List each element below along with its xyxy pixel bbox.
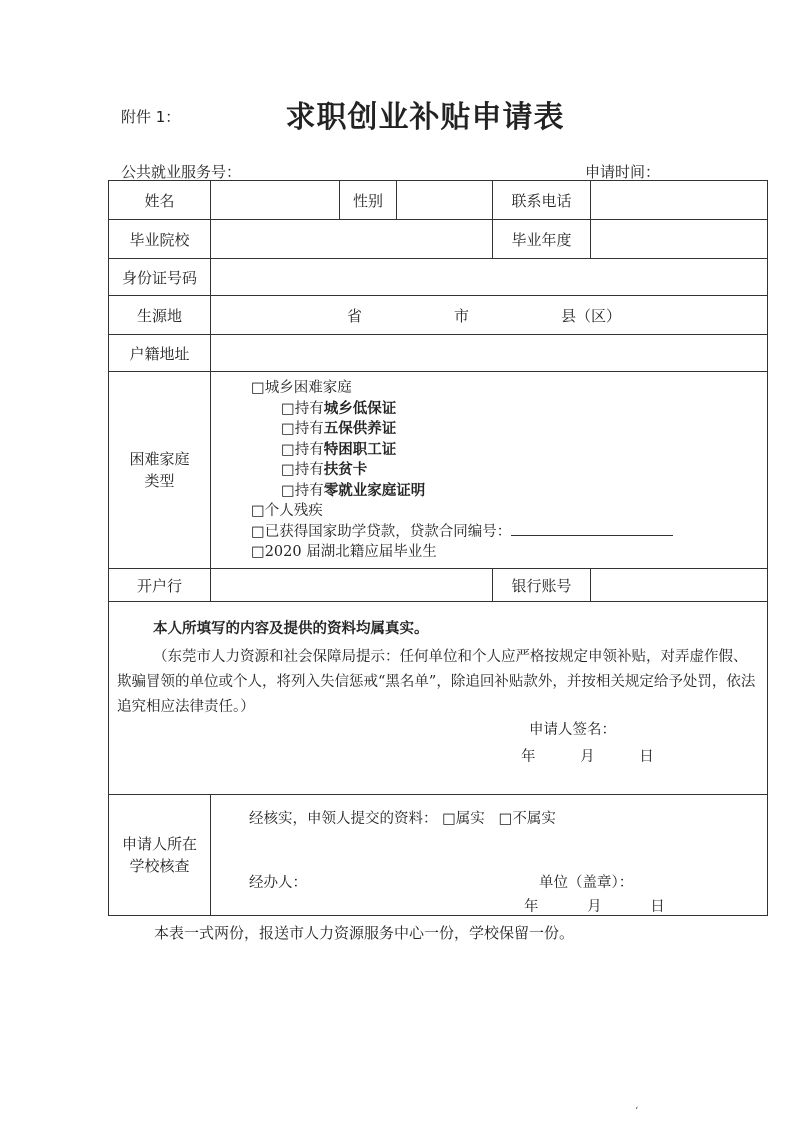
- loan-contract-blank[interactable]: [511, 523, 673, 536]
- declaration-statement: 本人所填写的内容及提供的资料均属真实。: [153, 620, 429, 637]
- verification-line: 经核实，申领人提交的资料： □属实 □不属实: [249, 811, 556, 827]
- phone-label: 联系电话: [493, 181, 591, 220]
- id-number-label: 身份证号码: [109, 259, 211, 296]
- household-field[interactable]: [211, 335, 768, 372]
- id-number-field[interactable]: [211, 259, 768, 296]
- footer-note: 本表一式两份，报送市人力资源服务中心一份，学校保留一份。: [154, 924, 575, 942]
- checkbox-student-loan[interactable]: □已获得国家助学贷款，贷款合同编号：: [251, 522, 767, 543]
- unit-stamp-label: 单位（盖章）：: [539, 875, 634, 891]
- checkbox-fupin[interactable]: □持有扶贫卡: [281, 461, 368, 478]
- checkbox-dibao[interactable]: □持有城乡低保证: [281, 399, 397, 417]
- origin-field[interactable]: [211, 296, 768, 335]
- name-label: 姓名: [109, 181, 211, 220]
- apply-time-label: 申请时间：: [585, 163, 661, 181]
- checkbox-wubao[interactable]: □持有五保供养证: [281, 420, 397, 437]
- school-check-label: 申请人所在 学校核查: [109, 795, 211, 916]
- grad-year-field[interactable]: [591, 220, 768, 259]
- account-field[interactable]: [591, 569, 768, 602]
- checkbox-hubei-graduate[interactable]: □2020 届湖北籍应届毕业生: [251, 544, 437, 560]
- phone-field[interactable]: [591, 181, 768, 220]
- checkbox-false[interactable]: □不属实: [498, 811, 556, 827]
- account-label: 银行账号: [493, 569, 591, 602]
- gender-label: 性别: [340, 181, 397, 220]
- bank-field[interactable]: [211, 569, 493, 602]
- school-field[interactable]: [211, 220, 493, 259]
- service-number-label: 公共就业服务号：: [121, 163, 242, 181]
- checkbox-disabled[interactable]: □个人残疾: [251, 503, 323, 519]
- county-label: 县（区）: [560, 306, 621, 325]
- school-check-section: [211, 795, 768, 916]
- applicant-signature-label[interactable]: 申请人签名：: [529, 722, 616, 738]
- checkbox-urban-rural[interactable]: □城乡困难家庭: [251, 380, 352, 396]
- name-field[interactable]: [211, 181, 340, 220]
- attachment-label: 附件 1：: [121, 108, 181, 126]
- checkbox-true[interactable]: □属实: [442, 811, 485, 827]
- stray-mark: ‘: [635, 1106, 639, 1117]
- page-title: 求职创业补贴申请表: [285, 100, 565, 135]
- verification-date: 年 月 日: [524, 899, 665, 915]
- grad-year-label: 毕业年度: [493, 220, 591, 259]
- bank-label: 开户行: [109, 569, 211, 602]
- gender-field[interactable]: [397, 181, 493, 220]
- declaration-notice: （东莞市人力资源和社会保障局提示：任何单位和个人应严格按规定申领补贴，对弄虚作假、欺骗冒领的单位或个人，将列入失信惩戒“黑名单”，除追回补贴款外，并按相关规定给予处罚，依法追究相应法律责任。）: [117, 649, 756, 715]
- checkbox-lingjiuye[interactable]: □持有零就业家庭证明: [281, 481, 426, 499]
- origin-label: 生源地: [109, 296, 211, 335]
- application-form: [108, 180, 768, 916]
- hardship-type-label: 困难家庭 类型: [109, 372, 211, 569]
- checkbox-tekun[interactable]: □持有特困职工证: [281, 440, 397, 458]
- city-label: 市: [453, 306, 469, 325]
- school-label: 毕业院校: [109, 220, 211, 259]
- declaration-date: 年 月 日: [521, 749, 654, 765]
- hardship-options: [211, 372, 768, 569]
- handler-label: 经办人：: [249, 875, 307, 891]
- household-label: 户籍地址: [109, 335, 211, 372]
- province-label: 省: [346, 306, 362, 325]
- declaration-section: [109, 602, 768, 795]
